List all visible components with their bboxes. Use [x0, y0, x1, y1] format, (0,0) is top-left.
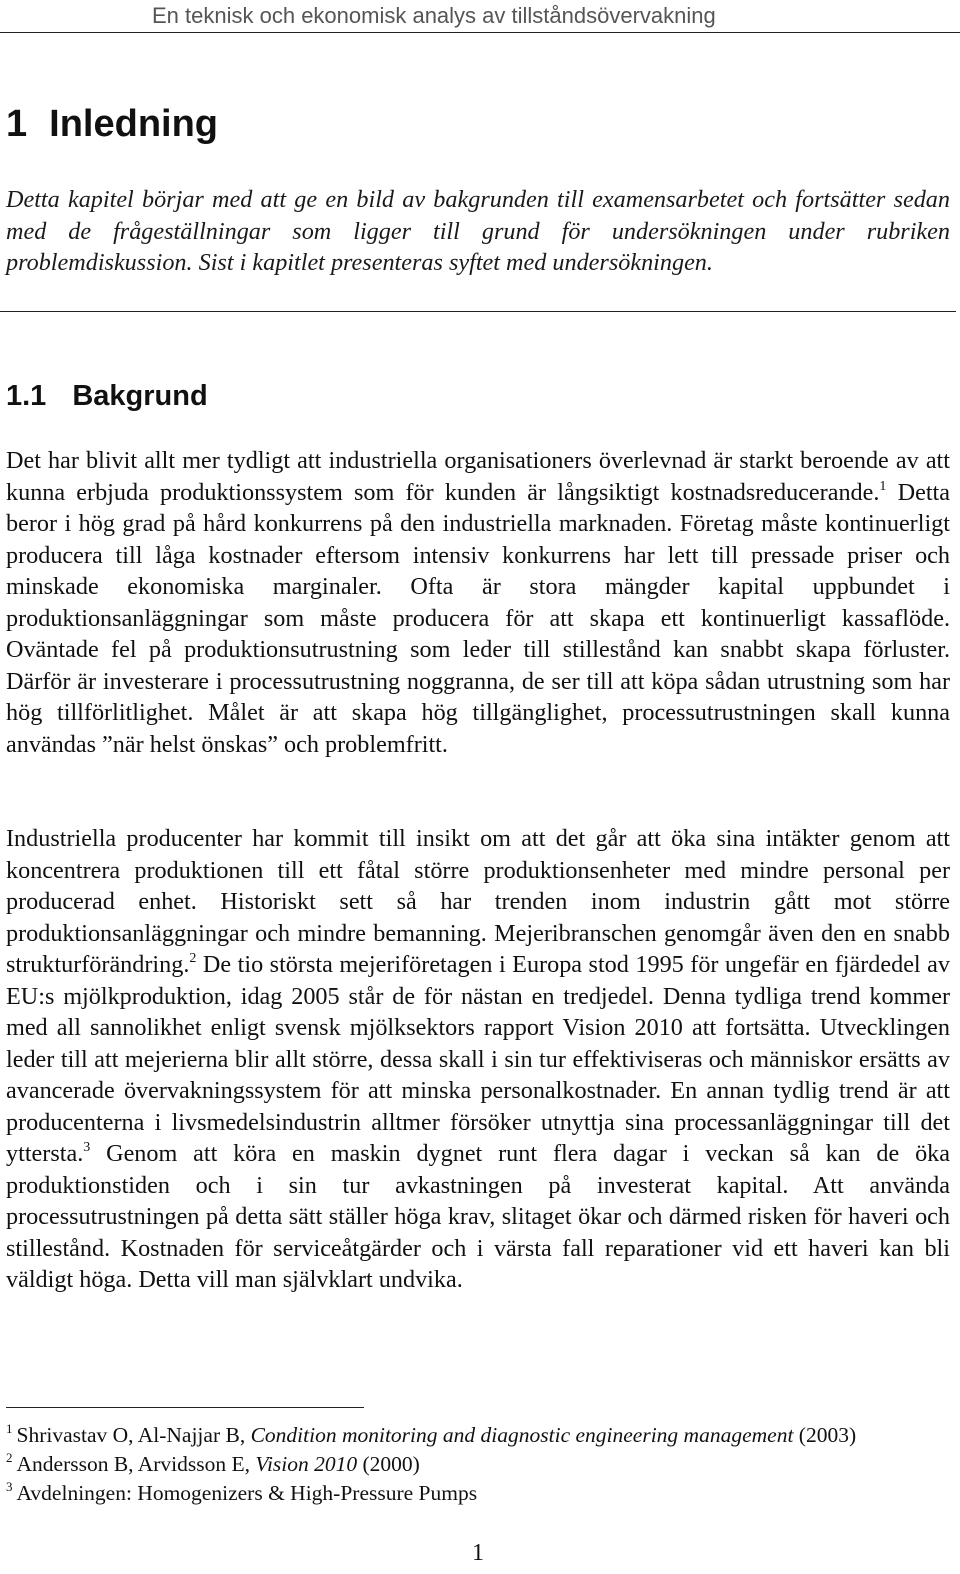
footnote-ref-1: 1	[879, 478, 887, 494]
footnote-year: (2003)	[793, 1423, 857, 1447]
section-title-text: Bakgrund	[72, 380, 208, 412]
footnote-text: Avdelningen: Homogenizers & High-Pressure Pumps	[16, 1481, 478, 1505]
chapter-title-text: Inledning	[49, 103, 219, 145]
footnote-title: Condition monitoring and diagnostic engineering management	[250, 1423, 794, 1447]
footnote-number: 3	[6, 1479, 13, 1494]
footnote-3	[6, 1479, 950, 1508]
chapter-number: 1	[6, 103, 28, 145]
footnote-2	[6, 1450, 950, 1479]
section-title	[6, 376, 208, 416]
footnote-divider	[6, 1407, 364, 1408]
footnote-number: 2	[6, 1450, 13, 1465]
footnote-text: Andersson B, Arvidsson E,	[16, 1452, 256, 1476]
footnote-ref-3: 3	[83, 1140, 91, 1155]
chapter-intro: Detta kapitel börjar med att ge en bild av bakgrunden till examensarbetet och fortsätter sedan med de frågeställningar som ligger till grund för undersökningen under rubriken problemdiskussion. Sist i kapitlet presenteras syftet med undersökningen.	[6, 186, 950, 276]
paragraph-text: Genom att köra en maskin dygnet runt flera dagar i veckan så kan de öka produktionstiden och i sin tur avkastningen på investerat kapital. Att använda processutrustningen på detta sätt ställer höga krav, slitaget ökar och därmed risken för haveri och stillestånd. Kostnaden för serviceåtgärder och i värsta fall reparationer vid ett haveri kan bli väldigt höga. Detta vill man självklart undvika.	[6, 1140, 950, 1293]
paragraph-text: De tio största mejeriföretagen i Europa stod 1995 för ungefär en fjärdedel av EU:s mjölkproduktion, idag 2005 står de för nästan en tredjedel. Denna tydliga trend kommer med all sannolikhet enligt svensk mjölksektors rapport Vision 2010 att fortsätta. Utvecklingen leder till att mejerierna blir allt större, dessa skall i sin tur effektiviseras och människor ersätts av avancerade övervakningssystem för att minska personalkostnader. En annan tydlig trend är att producenterna i livsmedelsindustrin alltmer försöker utnyttja sina processanläggningar till det yttersta.	[6, 951, 950, 1167]
footnote-ref-2: 2	[189, 951, 197, 966]
paragraph-text: Detta beror i hög grad på hård konkurrens på den industriella marknaden. Företag måste kontinuerligt producera till låga kostnader eftersom intensiv konkurrens har lett till pressade priser och minskade ekonomiska marginaler. Ofta är stora mängder kapital uppbundet i produktionsanläggningar som måste producera för att skapa ett kontinuerligt kassaflöde. Oväntade fel på produktionsutrustning som leder till stillestånd kan snabbt skapa förluster. Därför är investerare i processutrustning noggranna, de ser till att köpa sådan utrustning som har hög tillförlitlighet. Målet är att skapa hög tillgänglighet, processutrustningen skall kunna användas ”när helst önskas” och problemfritt.	[6, 478, 950, 758]
page-header	[0, 0, 960, 33]
footnote-year: (2000)	[357, 1452, 420, 1476]
footnote-text: Shrivastav O, Al-Najjar B,	[16, 1423, 251, 1447]
chapter-title	[6, 100, 218, 148]
footnote-1	[6, 1421, 950, 1450]
paragraph-text: Det har blivit allt mer tydligt att industriella organisationers överlevnad är starkt beroende av att kunna erbjuda produktionssystem som för kunden är långsiktigt kostnadsreducerande.	[6, 447, 950, 506]
running-title: En teknisk och ekonomisk analys av tillståndsövervakning	[152, 3, 716, 28]
intro-divider	[0, 311, 956, 312]
section-number: 1.1	[6, 380, 47, 412]
body-paragraph-1	[6, 445, 950, 760]
footnote-number: 1	[6, 1421, 13, 1436]
footnote-title: Vision 2010	[255, 1452, 358, 1476]
page-number: 1	[472, 1540, 484, 1566]
body-paragraph-2	[6, 823, 950, 1296]
footnotes	[6, 1421, 950, 1508]
paragraph-text: Industriella producenter har kommit till insikt om att det går att öka sina intäkter genom att koncentrera produktionen till ett fåtal större produktionsenheter med mindre personal per producerad enhet. Historiskt sett så har trenden inom industrin gått mot större produktionsanläggningar och mindre bemanning. Mejeribranschen genomgår även den en snabb strukturförändring.	[6, 825, 950, 978]
